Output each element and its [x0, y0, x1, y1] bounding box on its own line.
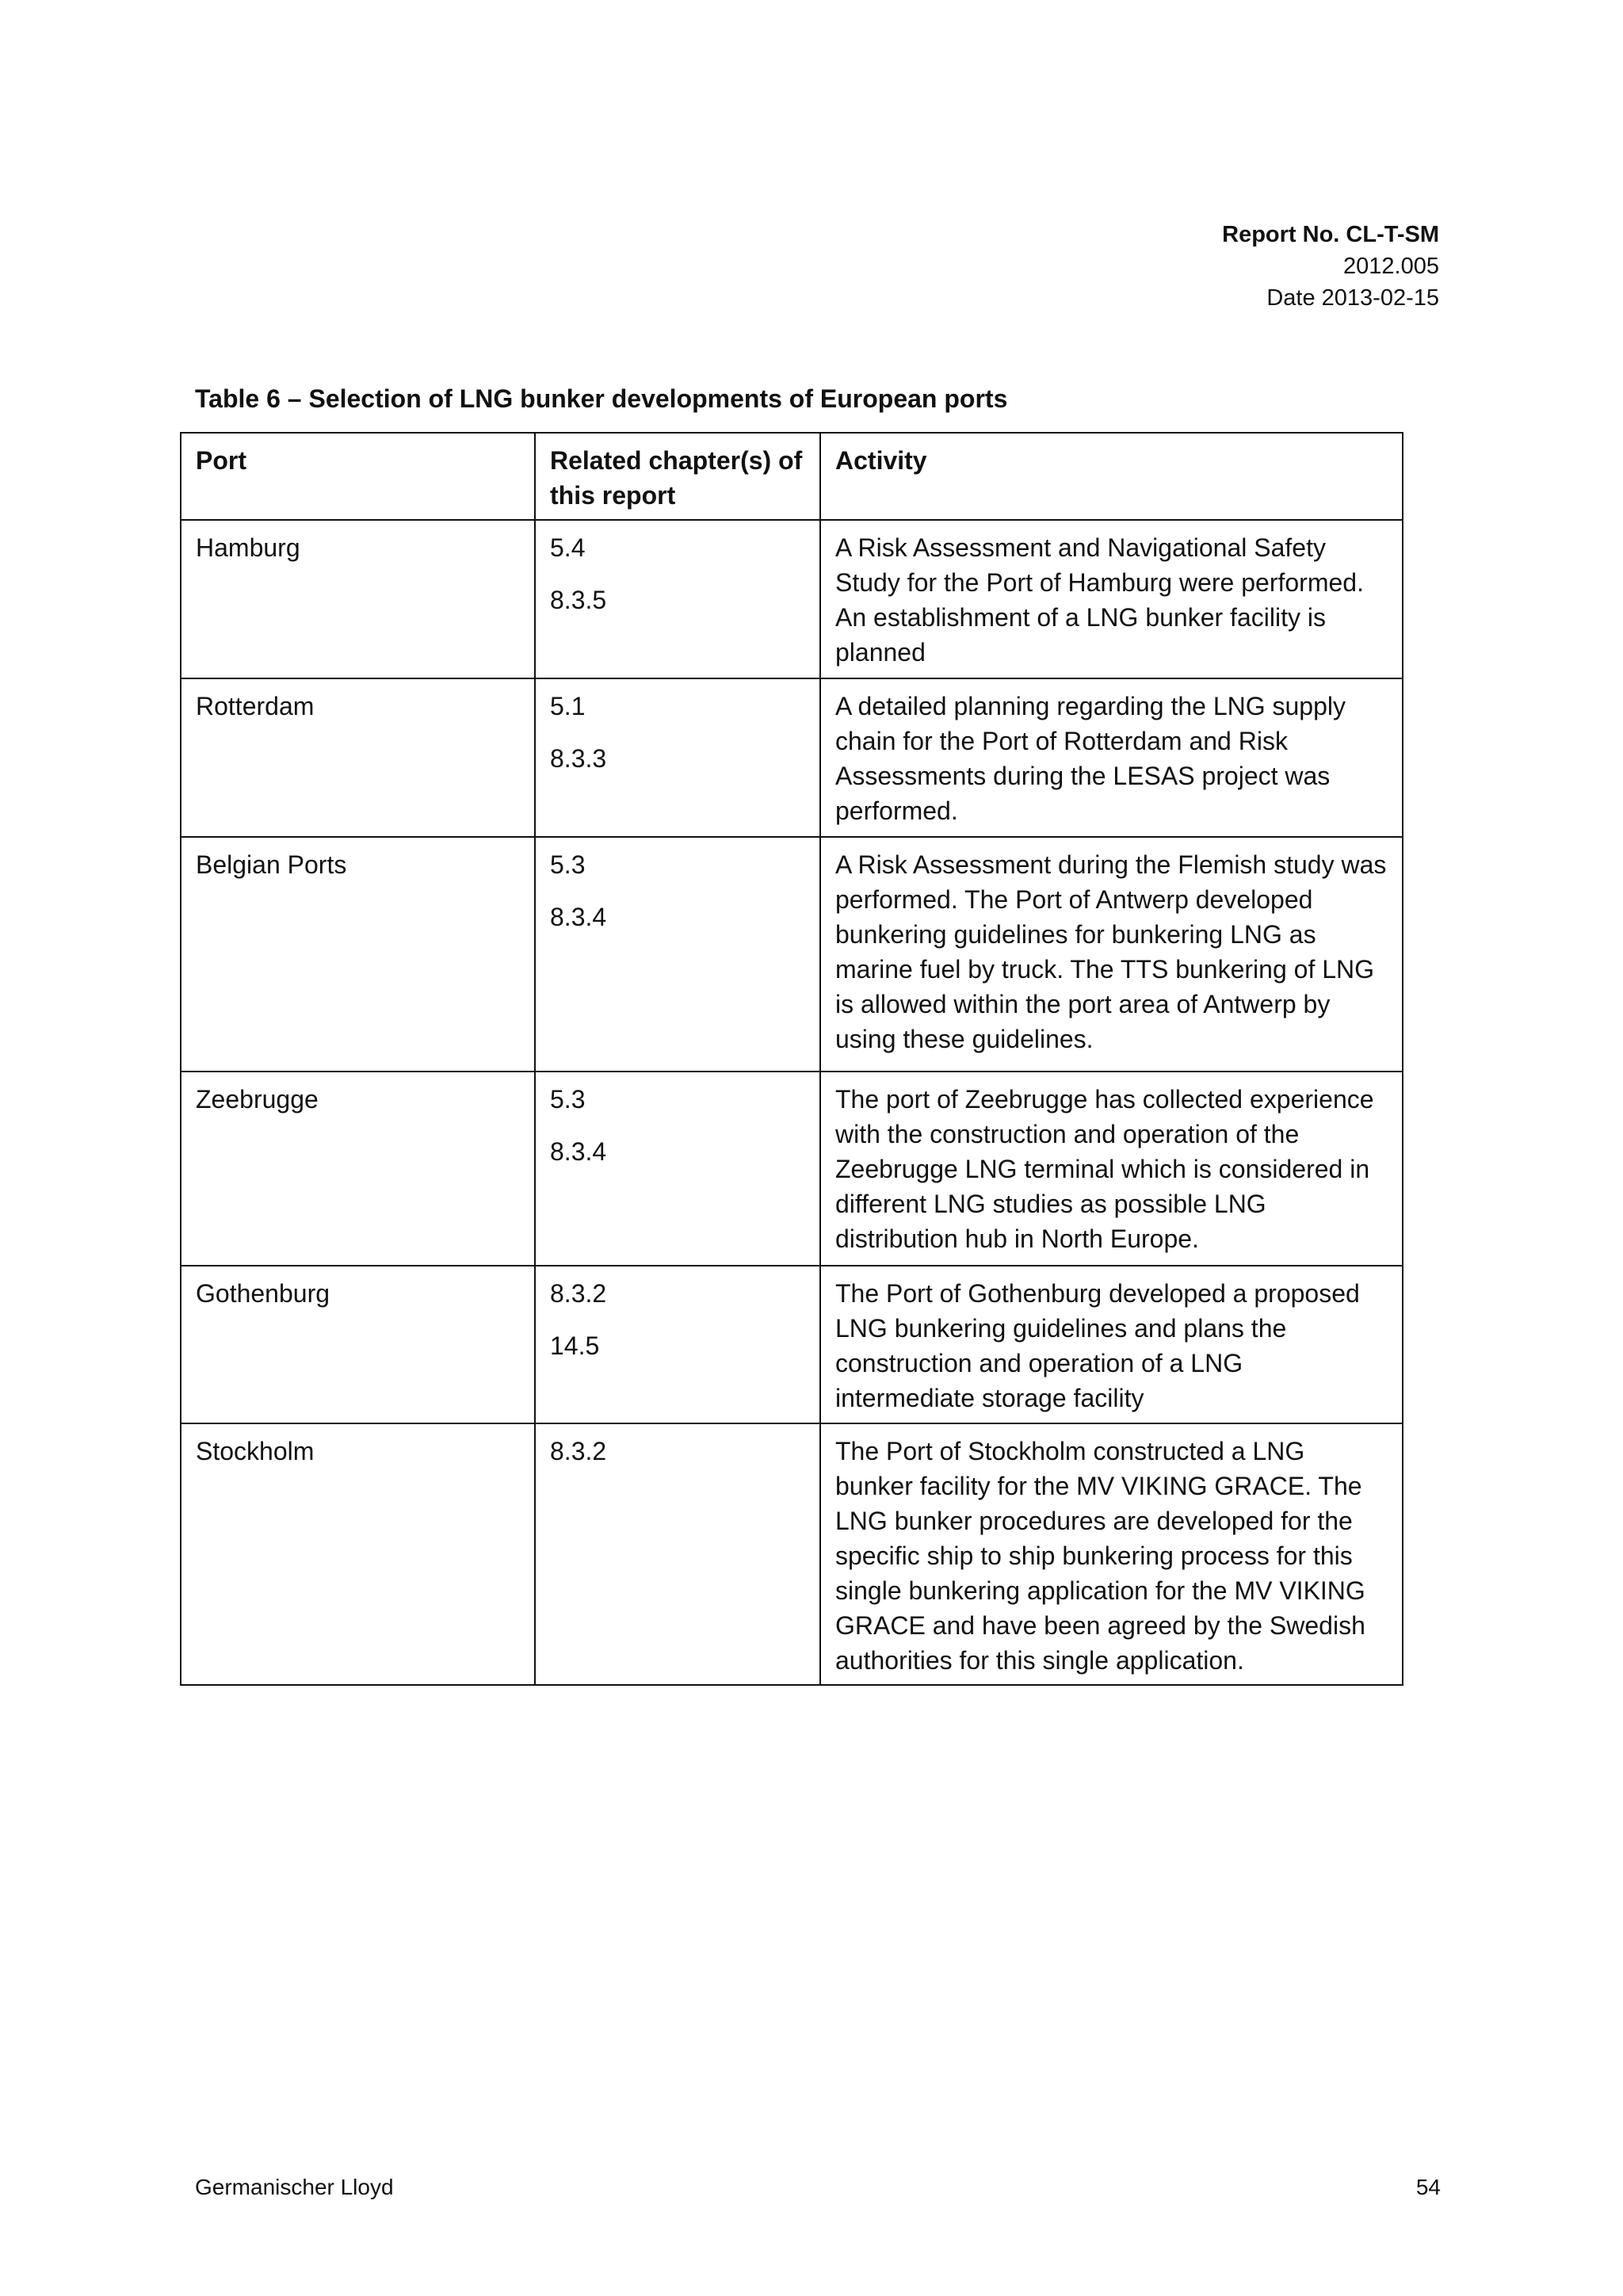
chapters-cell [535, 1072, 820, 1266]
table-row [181, 837, 1403, 1072]
port-cell: Stockholm [181, 1423, 535, 1685]
lng-bunker-table [180, 432, 1403, 1686]
chapters-cell [535, 1423, 820, 1685]
table-row [181, 1072, 1403, 1266]
port-cell: Zeebrugge [181, 1072, 535, 1266]
chapter-ref: 8.3.4 [550, 1137, 607, 1166]
chapter-ref: 5.3 [550, 1085, 586, 1114]
activity-cell: The port of Zeebrugge has collected experience with the construction and operation of the Zeebrugge LNG terminal which is considered in different LNG studies as possible LNG distribution hub in North Europe. [820, 1072, 1403, 1266]
port-cell: Rotterdam [181, 678, 535, 837]
column-header-port: Port [181, 433, 535, 520]
table-row [181, 1423, 1403, 1685]
chapters-cell [535, 1266, 820, 1423]
table-header-row [181, 433, 1403, 520]
activity-cell: The Port of Stockholm constructed a LNG bunker facility for the MV VIKING GRACE. The LNG bunker procedures are developed for the specific ship to ship bunkering process for this single bunkering application for the MV VIKING GRACE and have been agreed by the Swedish authorities for this single application. [820, 1423, 1403, 1685]
chapter-ref: 5.1 [550, 692, 586, 720]
column-header-activity: Activity [820, 433, 1403, 520]
column-header-chapters: Related chapter(s) of this report [535, 433, 820, 520]
table-caption: Table 6 – Selection of LNG bunker developments of European ports [195, 384, 1008, 413]
activity-cell: A detailed planning regarding the LNG supply chain for the Port of Rotterdam and Risk Assessments during the LESAS project was performed. [820, 678, 1403, 837]
chapters-cell [535, 837, 820, 1072]
footer-page-number: 54 [1415, 2175, 1441, 2199]
chapter-ref: 8.3.2 [550, 1437, 607, 1465]
port-cell: Gothenburg [181, 1266, 535, 1423]
activity-cell: A Risk Assessment and Navigational Safety Study for the Port of Hamburg were performed. An establishment of a LNG bunker facility is planned [820, 520, 1403, 678]
chapters-cell [535, 520, 820, 678]
chapters-cell [535, 678, 820, 837]
report-header [805, 219, 1439, 314]
chapter-ref: 8.3.4 [550, 903, 607, 931]
activity-cell: The Port of Gothenburg developed a proposed LNG bunkering guidelines and plans the construction and operation of a LNG intermediate storage facility [820, 1266, 1403, 1423]
table-row [181, 678, 1403, 837]
port-cell: Belgian Ports [181, 837, 535, 1072]
chapter-ref: 14.5 [550, 1331, 600, 1360]
report-number: Report No. CL-T-SM [1222, 222, 1439, 247]
report-date: Date 2013-02-15 [1266, 285, 1439, 311]
table-row [181, 1266, 1403, 1423]
chapter-ref: 8.3.2 [550, 1279, 607, 1308]
chapter-ref: 8.3.3 [550, 744, 607, 773]
table-row [181, 520, 1403, 678]
port-cell: Hamburg [181, 520, 535, 678]
chapter-ref: 5.3 [550, 850, 586, 879]
footer-company: Germanischer Lloyd [195, 2175, 394, 2199]
chapter-ref: 5.4 [550, 533, 586, 562]
report-number-continued: 2012.005 [1343, 254, 1439, 279]
chapter-ref: 8.3.5 [550, 586, 607, 614]
activity-cell: A Risk Assessment during the Flemish study was performed. The Port of Antwerp developed bunkering guidelines for bunkering LNG as marine fuel by truck. The TTS bunkering of LNG is allowed within the port area of Antwerp by using these guidelines. [820, 837, 1403, 1072]
